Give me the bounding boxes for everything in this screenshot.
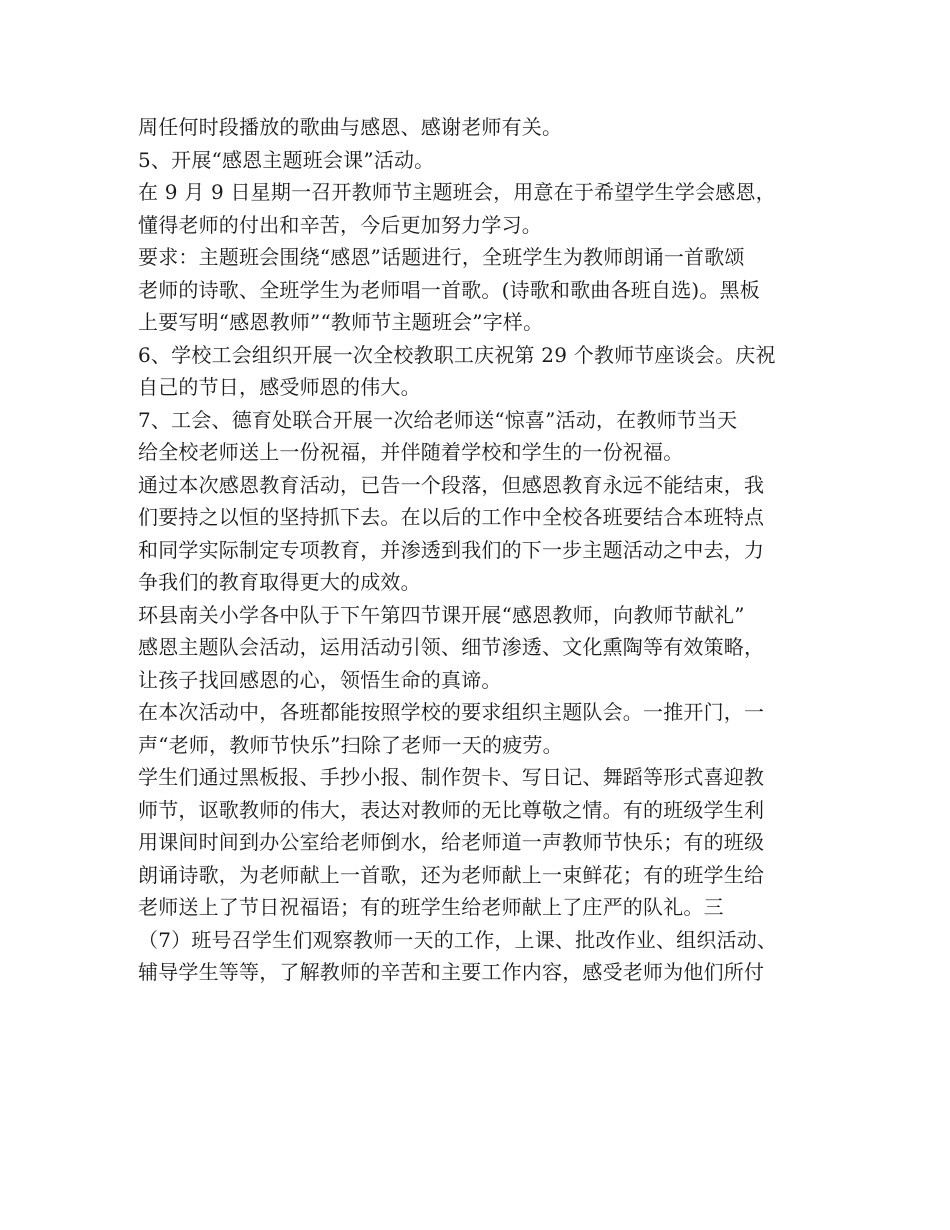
- text-line: 5、开展“感恩主题班会课”活动。: [138, 147, 435, 172]
- text-line: 要求：主题班会围绕“感恩”话题进行，全班学生为教师朗诵一首歌颂: [138, 245, 745, 269]
- text-line: 感恩主题队会活动，运用活动引领、细节渗透、文化熏陶等有效策略，: [138, 635, 765, 659]
- text-line: 和同学实际制定专项教育，并渗透到我们的下一步主题活动之中去，力: [138, 537, 765, 562]
- text-line: 给全校老师送上一份祝福，并伴随着学校和学生的一份祝福。: [138, 440, 684, 464]
- text-line: 6、学校工会组织开展一次全校教职工庆祝第 29 个教师节座谈会。庆祝: [138, 342, 776, 367]
- text-line: 老师的诗歌、全班学生为老师唱一首歌。(诗歌和歌曲各班自选)。黑板: [138, 277, 761, 302]
- text-line: 朗诵诗歌，为老师献上一首歌，还为老师献上一束鲜花；有的班学生给: [138, 862, 765, 887]
- text-line: 让孩子找回感恩的心，领悟生命的真谛。: [138, 667, 502, 692]
- text-line: 学生们通过黑板报、手抄小报、制作贺卡、写日记、舞蹈等形式喜迎教: [138, 765, 765, 789]
- text-line: 上要写明“感恩教师”“教师节主题班会”字样。: [138, 310, 544, 334]
- body-text: [138, 111, 822, 989]
- text-line: 在本次活动中，各班都能按照学校的要求组织主题队会。一推开门，一: [138, 700, 765, 724]
- text-line: （7）班号召学生们观察教师一天的工作，上课、批改作业、组织活动、: [138, 927, 778, 952]
- text-line: 用课间时间到办公室给老师倒水，给老师道一声教师节快乐；有的班级: [138, 830, 765, 854]
- text-line: 环县南关小学各中队于下午第四节课开展“感恩教师，向教师节献礼”: [138, 602, 745, 627]
- text-line: 周任何时段播放的歌曲与感恩、感谢老师有关。: [138, 115, 563, 139]
- text-line: 们要持之以恒的坚持抓下去。在以后的工作中全校各班要结合本班特点: [138, 505, 765, 529]
- text-line: 懂得老师的付出和辛苦，今后更加努力学习。: [138, 212, 542, 237]
- text-line: 7、工会、德育处联合开展一次给老师送“惊喜”活动，在教师节当天: [138, 407, 738, 432]
- text-line: 辅导学生等等，了解教师的辛苦和主要工作内容，感受老师为他们所付: [138, 960, 765, 984]
- text-line: 争我们的教育取得更大的成效。: [138, 570, 421, 594]
- text-line: 声“老师，教师节快乐”扫除了老师一天的疲劳。: [138, 732, 563, 757]
- text-line: 老师送上了节日祝福语；有的班学生给老师献上了庄严的队礼。三: [138, 895, 724, 919]
- text-line: 自己的节日，感受师恩的伟大。: [138, 375, 421, 399]
- text-line: 师节，讴歌教师的伟大，表达对教师的无比尊敬之情。有的班级学生利: [138, 797, 765, 822]
- text-line: 在 9 月 9 日星期一召开教师节主题班会，用意在于希望学生学会感恩，: [138, 180, 776, 204]
- text-line: 通过本次感恩教育活动，已告一个段落，但感恩教育永远不能结束，我: [138, 472, 765, 497]
